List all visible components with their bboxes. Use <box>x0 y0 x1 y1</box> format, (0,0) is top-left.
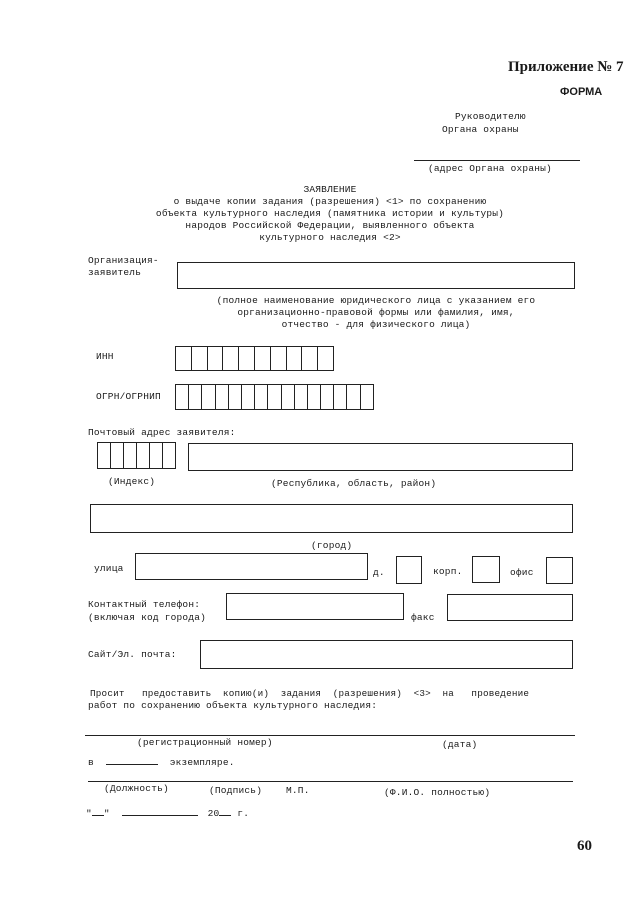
digit-cell[interactable] <box>255 346 271 371</box>
digit-cell[interactable] <box>163 442 176 469</box>
digit-cell[interactable] <box>308 384 321 410</box>
street-field[interactable] <box>135 553 368 580</box>
phone-label-line-2: (включая код города) <box>88 612 207 623</box>
copies-line <box>88 757 235 768</box>
digit-cell[interactable] <box>216 384 229 410</box>
digit-cell[interactable] <box>223 346 239 371</box>
signing-date-line <box>86 808 249 819</box>
organization-caption-2: организационно-правовой формы или фамилия, имя, <box>237 307 515 318</box>
office-label: офис <box>510 567 534 578</box>
digit-cell[interactable] <box>282 384 295 410</box>
digit-cell[interactable] <box>302 346 318 371</box>
date-quote-close: " <box>103 808 110 819</box>
digit-cell[interactable] <box>242 384 255 410</box>
date-caption: (дата) <box>442 739 478 750</box>
recipient-address-caption: (адрес Органа охраны) <box>428 163 552 174</box>
digit-cell[interactable] <box>98 442 111 469</box>
page-number: 60 <box>577 838 592 854</box>
inn-field[interactable] <box>175 346 334 371</box>
digit-cell[interactable] <box>202 384 215 410</box>
digit-cell[interactable] <box>361 384 374 410</box>
form-label: ФОРМА <box>560 86 603 98</box>
digit-cell[interactable] <box>271 346 287 371</box>
digit-cell[interactable] <box>295 384 308 410</box>
digit-cell[interactable] <box>321 384 334 410</box>
digit-cell[interactable] <box>208 346 224 371</box>
digit-cell[interactable] <box>111 442 124 469</box>
organization-name-field[interactable] <box>177 262 575 289</box>
house-field[interactable] <box>396 556 422 584</box>
copies-prefix: в <box>88 757 94 768</box>
digit-cell[interactable] <box>347 384 360 410</box>
house-label: д. <box>373 567 385 578</box>
fax-label: факс <box>411 612 435 623</box>
digit-cell[interactable] <box>192 346 208 371</box>
digit-cell[interactable] <box>137 442 150 469</box>
organization-label: Организация- <box>88 255 159 266</box>
doc-title-line-2: о выдаче копии задания (разрешения) <1> по сохранению <box>173 196 487 207</box>
digit-cell[interactable] <box>229 384 242 410</box>
month-field[interactable] <box>122 815 198 816</box>
date-quote-open: " <box>86 808 92 819</box>
ogrn-field[interactable] <box>175 384 374 410</box>
digit-cell[interactable] <box>268 384 281 410</box>
registration-number-line <box>85 735 575 736</box>
day-field[interactable] <box>92 815 104 816</box>
building-label: корп. <box>433 566 463 577</box>
fax-field[interactable] <box>447 594 573 621</box>
phone-field[interactable] <box>226 593 404 620</box>
request-text-line-1: Просит предоставить копию(и) задания (разрешения) <3> на проведение <box>90 688 530 699</box>
digit-cell[interactable] <box>239 346 255 371</box>
ogrn-label: ОГРН/ОГРНИП <box>96 391 161 402</box>
position-caption: (Должность) <box>104 783 169 794</box>
signature-line <box>88 781 573 782</box>
request-text-line-2: работ по сохранению объекта культурного наследия: <box>88 700 378 711</box>
copies-count-field[interactable] <box>106 764 158 765</box>
postal-index-caption: (Индекс) <box>108 476 156 487</box>
copies-suffix: экземпляре. <box>169 757 235 768</box>
recipient-address-line <box>414 160 580 161</box>
full-name-caption: (Ф.И.О. полностью) <box>384 787 491 798</box>
recipient-line-2: Органа охраны <box>442 124 519 135</box>
phone-label: Контактный телефон: <box>88 599 201 610</box>
doc-title-line-4: народов Российской Федерации, выявленного объекта <box>185 220 475 231</box>
registration-number-caption: (регистрационный номер) <box>137 737 273 748</box>
digit-cell[interactable] <box>287 346 303 371</box>
digit-cell[interactable] <box>150 442 163 469</box>
region-caption: (Республика, область, район) <box>271 478 437 489</box>
digit-cell[interactable] <box>255 384 268 410</box>
site-email-label: Сайт/Эл. почта: <box>88 649 177 660</box>
office-field[interactable] <box>546 557 573 584</box>
appendix-title: Приложение № 7 <box>508 59 624 75</box>
digit-cell[interactable] <box>318 346 334 371</box>
street-label: улица <box>94 563 124 574</box>
city-caption: (город) <box>311 540 353 551</box>
digit-cell[interactable] <box>124 442 137 469</box>
doc-title: ЗАЯВЛЕНИЕ <box>303 184 357 195</box>
postal-address-label: Почтовый адрес заявителя: <box>88 427 236 438</box>
digit-cell[interactable] <box>176 346 192 371</box>
organization-caption-3: отчество - для физического лица) <box>281 319 471 330</box>
organization-label-line-2: заявитель <box>88 267 142 278</box>
year-prefix: 20 <box>207 808 220 819</box>
digit-cell[interactable] <box>334 384 347 410</box>
signature-caption: (Подпись) <box>209 785 263 796</box>
year-field[interactable] <box>219 815 231 816</box>
organization-caption-1: (полное наименование юридического лица с указанием его <box>216 295 536 306</box>
inn-label: ИНН <box>96 351 114 362</box>
doc-title-line-5: культурного наследия <2> <box>259 232 401 243</box>
year-suffix: г. <box>237 808 250 819</box>
digit-cell[interactable] <box>176 384 189 410</box>
postal-index-field[interactable] <box>97 442 176 469</box>
digit-cell[interactable] <box>189 384 202 410</box>
building-field[interactable] <box>472 556 500 583</box>
region-field[interactable] <box>188 443 573 471</box>
site-email-field[interactable] <box>200 640 573 669</box>
recipient-line-1: Руководителю <box>455 111 526 122</box>
doc-title-line-3: объекта культурного наследия (памятника истории и культуры) <box>155 208 505 219</box>
city-field[interactable] <box>90 504 573 533</box>
stamp-caption: М.П. <box>286 785 310 796</box>
